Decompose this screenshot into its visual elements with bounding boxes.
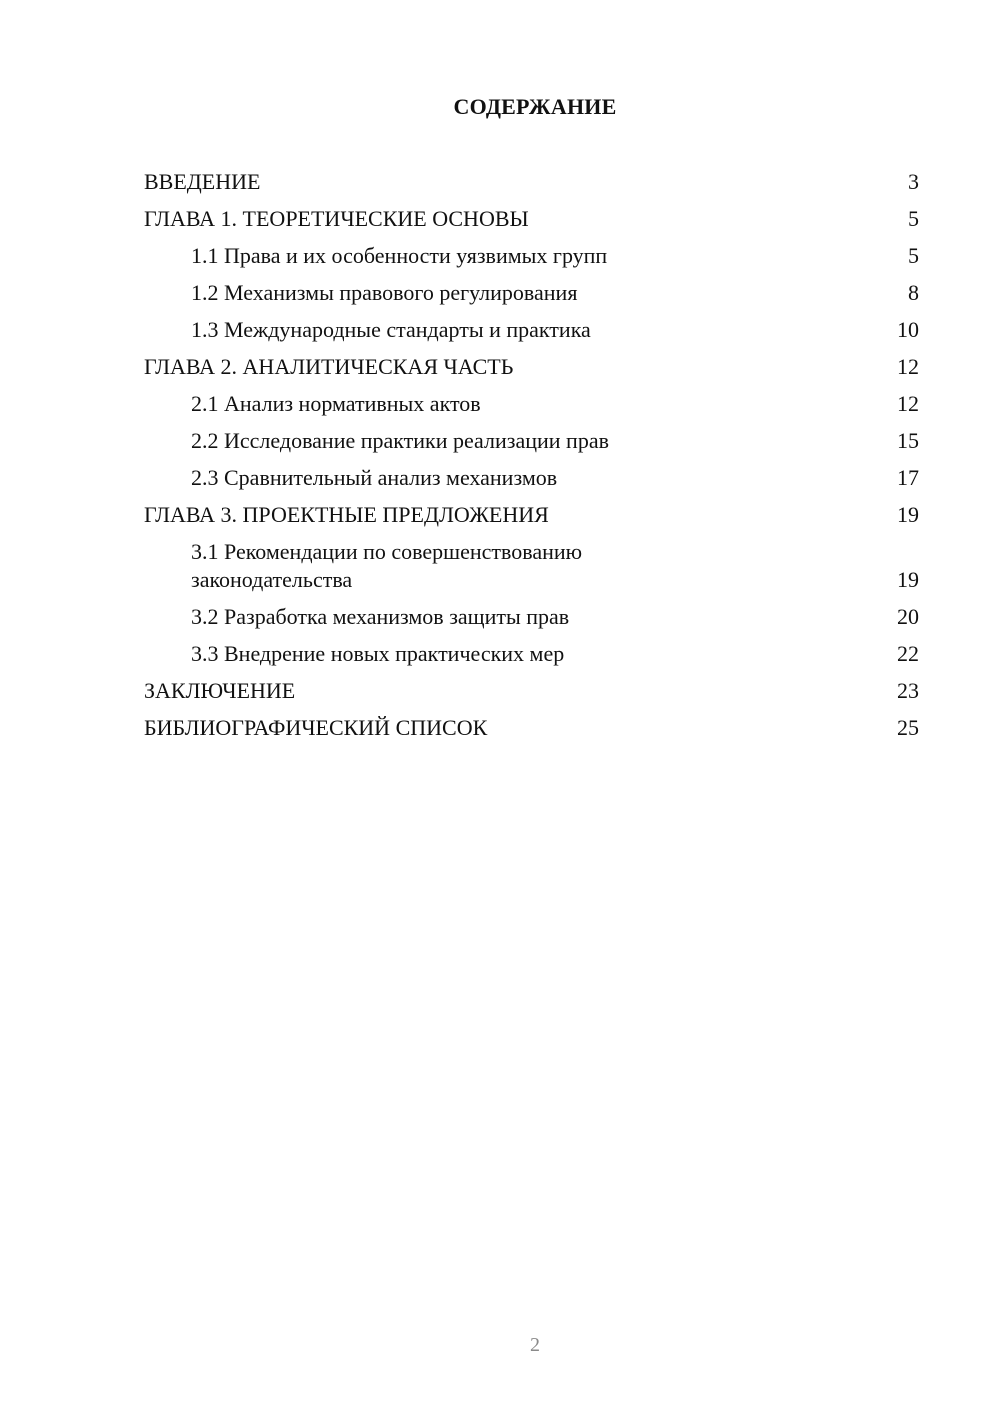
toc-entry-section-2-1[interactable] <box>144 390 919 427</box>
toc-entry-title <box>144 427 919 455</box>
toc-entry-title <box>144 603 919 631</box>
toc-entry-line: 2.2 Исследование практики реализации прав <box>191 428 609 453</box>
toc-entry-line: законодательства <box>191 567 353 592</box>
toc-entry-page: 5 <box>908 243 919 268</box>
toc-entry-title <box>144 205 919 233</box>
toc-entry-line: 1.1 Права и их особенности уязвимых групп <box>191 243 608 268</box>
toc-entry-line: ГЛАВА 1. ТЕОРЕТИЧЕСКИЕ ОСНОВЫ <box>144 206 529 231</box>
toc-entry-line: 3.1 Рекомендации по совершенствованию <box>191 539 583 564</box>
toc-entry-line: 3.3 Внедрение новых практических мер <box>191 641 565 666</box>
toc-entry-title <box>144 464 919 492</box>
toc-entry-section-1-3[interactable] <box>144 316 919 353</box>
toc-entry-introduction[interactable] <box>144 168 919 205</box>
toc-entry-bibliography[interactable] <box>144 714 919 751</box>
toc-entry-title <box>144 316 919 344</box>
toc-entry-page: 17 <box>897 465 919 490</box>
toc-entry-page: 19 <box>897 567 919 592</box>
toc-entry-line: 2.1 Анализ нормативных актов <box>191 391 481 416</box>
toc-entry-page: 12 <box>897 354 919 379</box>
toc-entry-title <box>144 168 919 196</box>
toc-entry-line: ВВЕДЕНИЕ <box>144 169 261 194</box>
toc-entry-title <box>144 390 919 418</box>
toc-entry-page: 12 <box>897 391 919 416</box>
toc-entry-line: ГЛАВА 3. ПРОЕКТНЫЕ ПРЕДЛОЖЕНИЯ <box>144 502 549 527</box>
toc-entry-title <box>144 640 919 668</box>
toc-entry-section-2-3[interactable] <box>144 464 919 501</box>
toc-entry-section-1-1[interactable] <box>144 242 919 279</box>
toc-entry-section-1-2[interactable] <box>144 279 919 316</box>
toc-entry-section-3-1[interactable] <box>144 538 919 603</box>
toc-entry-line: ЗАКЛЮЧЕНИЕ <box>144 678 296 703</box>
toc-entry-page: 8 <box>908 280 919 305</box>
toc-entry-line: 3.2 Разработка механизмов защиты прав <box>191 604 570 629</box>
toc-entry-page: 5 <box>908 206 919 231</box>
toc-entry-title <box>144 242 919 270</box>
toc-entry-title <box>144 279 919 307</box>
toc-entry-page: 19 <box>897 502 919 527</box>
toc-entry-section-2-2[interactable] <box>144 427 919 464</box>
toc-entry-line: 1.2 Механизмы правового регулирования <box>191 280 578 305</box>
toc-entry-page: 10 <box>897 317 919 342</box>
toc-entry-title <box>144 353 919 381</box>
toc-entry-page: 25 <box>897 715 919 740</box>
page-number: 2 <box>530 1334 540 1356</box>
toc-entry-page: 3 <box>908 169 919 194</box>
toc-entry-line: ГЛАВА 2. АНАЛИТИЧЕСКАЯ ЧАСТЬ <box>144 354 514 379</box>
toc-entry-title <box>144 538 919 594</box>
toc-entry-section-3-2[interactable] <box>144 603 919 640</box>
toc-entry-line: 2.3 Сравнительный анализ механизмов <box>191 465 558 490</box>
toc-entry-section-3-3[interactable] <box>144 640 919 677</box>
toc-entry-conclusion[interactable] <box>144 677 919 714</box>
toc-entry-chapter-2[interactable] <box>144 353 919 390</box>
page-title: СОДЕРЖАНИЕ <box>453 94 617 119</box>
toc-entry-title <box>144 677 919 705</box>
toc-entry-title <box>144 714 919 742</box>
toc-entry-title <box>144 501 919 529</box>
toc-entry-page: 15 <box>897 428 919 453</box>
toc-entry-line: БИБЛИОГРАФИЧЕСКИЙ СПИСОК <box>144 715 488 740</box>
toc-entry-page: 23 <box>897 678 919 703</box>
toc-entry-chapter-1[interactable] <box>144 205 919 242</box>
toc-entry-chapter-3[interactable] <box>144 501 919 538</box>
table-of-contents <box>144 168 919 751</box>
toc-entry-page: 22 <box>897 641 919 666</box>
toc-entry-line: 1.3 Международные стандарты и практика <box>191 317 591 342</box>
toc-entry-page: 20 <box>897 604 919 629</box>
